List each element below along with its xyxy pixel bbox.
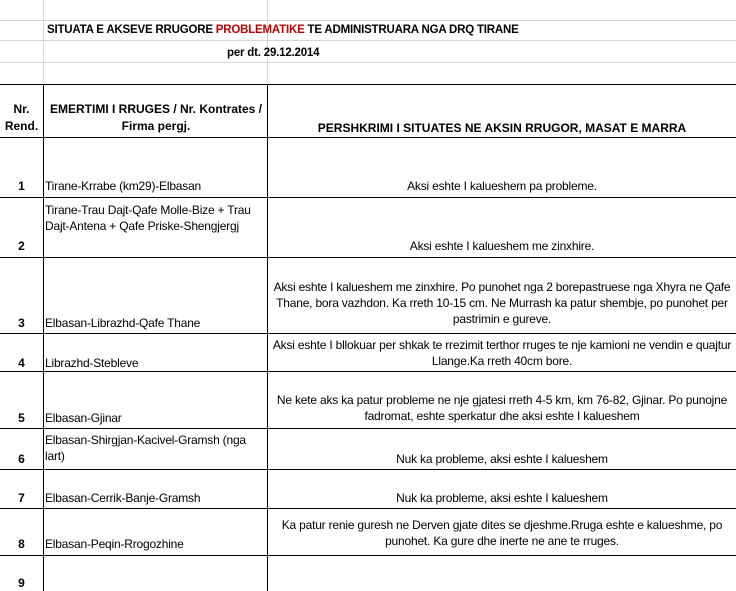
road-name: Librazhd-Stebleve	[45, 356, 139, 370]
row-number: 7	[18, 491, 25, 505]
row-number: 9	[18, 576, 25, 590]
road-name: Elbasan-Librazhd-Qafe Thane	[45, 316, 201, 330]
title-prefix: SITUATA E AKSEVE RRUGORE	[47, 24, 216, 36]
date-value: 29.12.2014	[263, 47, 320, 59]
row-number: 1	[18, 179, 25, 193]
column-header-number: Nr. Rend.	[4, 102, 39, 133]
situation-description: Nuk ka probleme, aksi eshte I kalueshem	[396, 452, 608, 466]
date-label: per dt.	[227, 47, 261, 59]
situation-description: Nuk ka probleme, aksi eshte I kalueshem	[396, 491, 608, 505]
row-number: 4	[18, 356, 25, 370]
road-name: Tirane-Trau Dajt-Qafe Molle-Bize + Trau Dajt-Antena + Qafe Priske-Shengjergj	[45, 203, 251, 233]
row-number: 2	[18, 239, 25, 253]
title-highlight: PROBLEMATIKE	[215, 24, 305, 36]
road-name: Elbasan-Shirgjan-Kacivel-Gramsh (nga lart)	[45, 433, 246, 463]
row-number: 8	[18, 537, 25, 551]
row-number: 5	[18, 411, 25, 425]
situation-description: Aksi eshte I kalueshem me zinxhire.	[409, 239, 595, 253]
situation-description: Aksi eshte I kalueshem me zinxhire. Po punohet nga 2 borepastruese nga Xhyra ne Qafe Thane, bora vazhdon. Ka rreth 10-15 cm. Ne Murrash ka patur shembje, po punohet per pastrimin e gureve.	[273, 280, 731, 326]
row-number: 6	[18, 452, 25, 466]
situation-description: Aksi eshte I kalueshem pa probleme.	[407, 179, 597, 193]
report-date	[227, 45, 527, 61]
title-suffix: TE ADMINISTRUARA NGA DRQ TIRANE	[304, 24, 519, 36]
road-name: Tirane-Krrabe (km29)-Elbasan	[45, 179, 202, 193]
road-name: Elbasan-Gjinar	[45, 411, 122, 425]
sheet-title	[47, 22, 727, 38]
situation-description: Ka patur renie guresh ne Derven gjate dites se djeshme.Rruga eshte e kalueshme, po punohet. Ka gure dhe inerte ne ane te rruges.	[281, 518, 723, 548]
row-number: 3	[18, 316, 25, 330]
situation-description: Aksi eshte I bllokuar per shkak te rrezimit terthor rruges te nje kamioni ne vendin e quajtur Llange.Ka rreth 40cm bore.	[272, 338, 732, 368]
column-header-road: EMERTIMI I RRUGES / Nr. Kontrates / Firma pergj.	[49, 102, 263, 133]
situation-description: Ne kete aks ka patur probleme ne nje gjatesi rreth 4-5 km, km 76-82, Gjinar. Po punojne fadromat, eshte sperkatur dhe aksi eshte I kalueshem	[276, 393, 728, 423]
road-name: Elbasan-Cerrik-Banje-Gramsh	[45, 491, 201, 505]
column-header-description: PERSHKRIMI I SITUATES NE AKSIN RRUGOR, MASAT E MARRA	[317, 121, 687, 135]
road-name: Elbasan-Peqin-Rrogozhine	[45, 537, 184, 551]
